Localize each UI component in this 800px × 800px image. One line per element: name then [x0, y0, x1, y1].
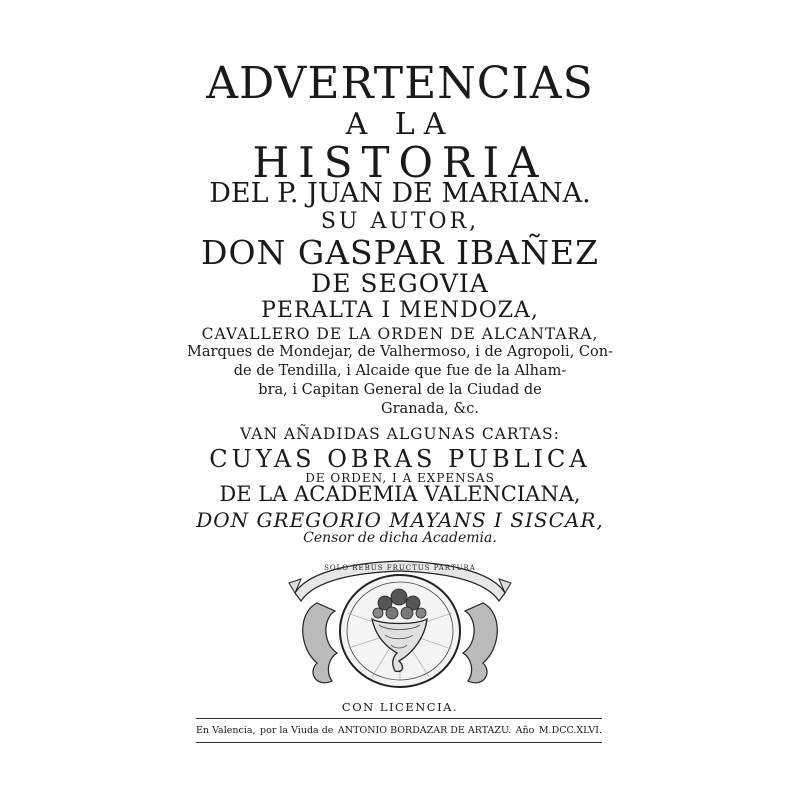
title-line-a-la: A LA: [345, 107, 455, 142]
emblem-right-scroll: [463, 603, 497, 683]
imprint-widow: por la Viuda de: [260, 725, 334, 736]
author-name: DON GASPAR IBAÑEZ: [200, 233, 600, 272]
title-line-historia: HISTORIA: [252, 138, 548, 187]
editor-name: DON GREGORIO MAYANS I SISCAR,: [196, 508, 604, 532]
publisher-intro: CUYAS OBRAS PUBLICA: [209, 445, 591, 473]
author-titles-1: Marques de Mondejar, de Valhermoso, i de Agropoli, Con-: [187, 344, 613, 360]
added-letters: VAN AÑADIDAS ALGUNAS CARTAS:: [240, 425, 560, 443]
license-notice: CON LICENCIA.: [341, 700, 459, 714]
author-order: CAVALLERO DE LA ORDEN DE ALCANTARA,: [201, 325, 599, 343]
author-name-2: DE SEGOVIA: [311, 269, 489, 298]
imprint-year: M.DCC.XLVI.: [538, 725, 602, 736]
author-titles-2: de de Tendilla, i Alcaide que fue de la Alham-: [233, 363, 567, 379]
imprint-rule-top: [196, 718, 602, 719]
imprint-line: [196, 726, 602, 736]
author-name-3: PERALTA I MENDOZA,: [261, 298, 539, 323]
emblem-motto-text: SOLO REBUS FRUCTUS PARTURA: [324, 564, 476, 572]
publisher-order: DE ORDEN, I A EXPENSAS: [305, 471, 495, 485]
author-titles-4: Granada, &c.: [381, 401, 479, 417]
imprint-city: En Valencia,: [196, 725, 256, 736]
author-intro: SU AUTOR,: [320, 209, 480, 234]
publisher-academy: DE LA ACADEMIA VALENCIANA,: [219, 482, 581, 506]
imprint-year-label: Año: [515, 725, 535, 736]
imprint-rule-bottom: [196, 742, 602, 743]
printer-device-cornucopia-icon: [287, 553, 513, 693]
emblem-svg: [287, 553, 513, 693]
imprint-printer: ANTONIO BORDAZAR DE ARTAZU.: [337, 725, 512, 736]
editor-role: Censor de dicha Academia.: [303, 530, 497, 546]
title-line-mariana: DEL P. JUAN DE MARIANA.: [209, 178, 591, 209]
title-line-advertencias: ADVERTENCIAS: [206, 58, 594, 109]
author-titles-3: bra, i Capitan General de la Ciudad de: [258, 382, 542, 398]
emblem-left-scroll: [303, 603, 337, 683]
